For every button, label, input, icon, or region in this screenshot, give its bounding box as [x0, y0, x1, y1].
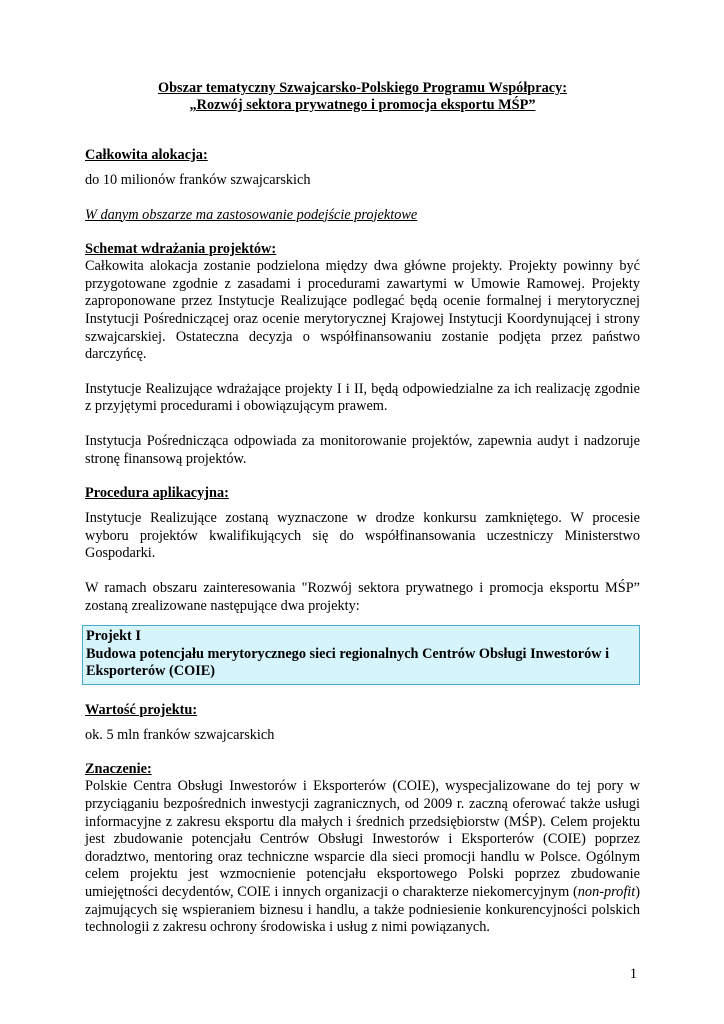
page-number: 1: [629, 966, 637, 982]
project-1-name: Budowa potencjału merytorycznego sieci regionalnych Centrów Obsługi Inwestorów i Eksporterów (COIE): [86, 645, 610, 680]
scheme-heading: Schemat wdrażania projektów:: [85, 241, 277, 258]
project-value-heading: Wartość projektu:: [85, 701, 198, 718]
allocation-heading: Całkowita alokacja:: [85, 147, 208, 163]
title-line-1: Obszar tematyczny Szwajcarsko-Polskiego Programu Współpracy:: [157, 80, 567, 96]
scheme-paragraph-3: Instytucja Pośrednicząca odpowiada za monitorowanie projektów, zapewnia audyt i nadzoruje stronę finansową projektów.: [85, 432, 640, 467]
procedure-heading: Procedura aplikacyjna:: [85, 485, 229, 502]
procedure-paragraph-2: W ramach obszaru zainteresowania "Rozwój sektora prywatnego i promocja eksportu MŚP” zostaną zrealizowane następujące dwa projekty:: [85, 579, 640, 614]
significance-text-start: Polskie Centra Obsługi Inwestorów i Eksporterów (COIE), wyspecjalizowane do tej pory w przyciąganiu bezpośrednich inwestycji zagranicznych, od 2009 r. zaczną oferować także usługi informacyjne z zakresu eksportu dla małych i średnich przedsiębiorstw (MŚP). Celem projektu jest zbudowanie potencjału Centrów Obsługi Inwestorów i Eksporterów (COIE) poprzez doradztwo, mentoring oraz techniczne wsparcie dla sieci promocji handlu w Polsce. Ogólnym celem projektu jest wzmocnienie potencjału eksportowego Polski poprzez zbudowanie umiejętności decydentów, COIE i innych organizacji o charakterze niekomercyjnym (: [85, 778, 640, 901]
title-line-2: „Rozwój sektora prywatnego i promocja eksportu MŚP”: [189, 97, 536, 113]
scheme-paragraph-2: Instytucje Realizujące wdrażające projekty I i II, będą odpowiedzialne za ich realizację zgodnie z przyjętymi procedurami i obowiązującym prawem.: [85, 380, 640, 415]
scheme-paragraph-1: Całkowita alokacja zostanie podzielona między dwa główne projekty. Projekty powinny być przygotowane zgodnie z zasadami i procedurami zawartymi w Umowie Ramowej. Projekty zaproponowane przez Instytucje Realizujące podlegać będą ocenie formalnej i merytorycznej Instytucji Pośredniczącej oraz ocenie merytorycznej Krajowej Instytucji Koordynującej i strony szwajcarskiej. Ostateczna decyzja o współfinansowaniu zostanie podjęta przez państwo darczyńcę.: [85, 258, 640, 363]
procedure-paragraph-1: Instytucje Realizujące zostaną wyznaczone w drodze konkursu zamkniętego. W procesie wyboru projektów kwalifikujących się do współfinansowania uczestniczy Ministerstwo Gospodarki.: [85, 510, 640, 562]
project-1-box: [82, 625, 640, 685]
significance-heading: Znaczenie:: [85, 761, 152, 778]
allocation-value: do 10 milionów franków szwajcarskich: [85, 172, 311, 188]
document-title: [85, 80, 640, 114]
project-1-label: Projekt I: [86, 628, 141, 645]
project-value-amount: ok. 5 mln franków szwajcarskich: [85, 726, 275, 743]
significance-text-end: ) zajmujących się wspieraniem biznesu i handlu, a także podniesienie konkurencyjności polskich technologii z zakresu ochrony środowiska i usług z nimi powiązanych.: [85, 884, 640, 936]
significance-non-profit: non-profit: [577, 884, 636, 901]
significance-paragraph: [85, 778, 640, 936]
approach-note: W danym obszarze ma zastosowanie podejście projektowe: [85, 206, 418, 223]
